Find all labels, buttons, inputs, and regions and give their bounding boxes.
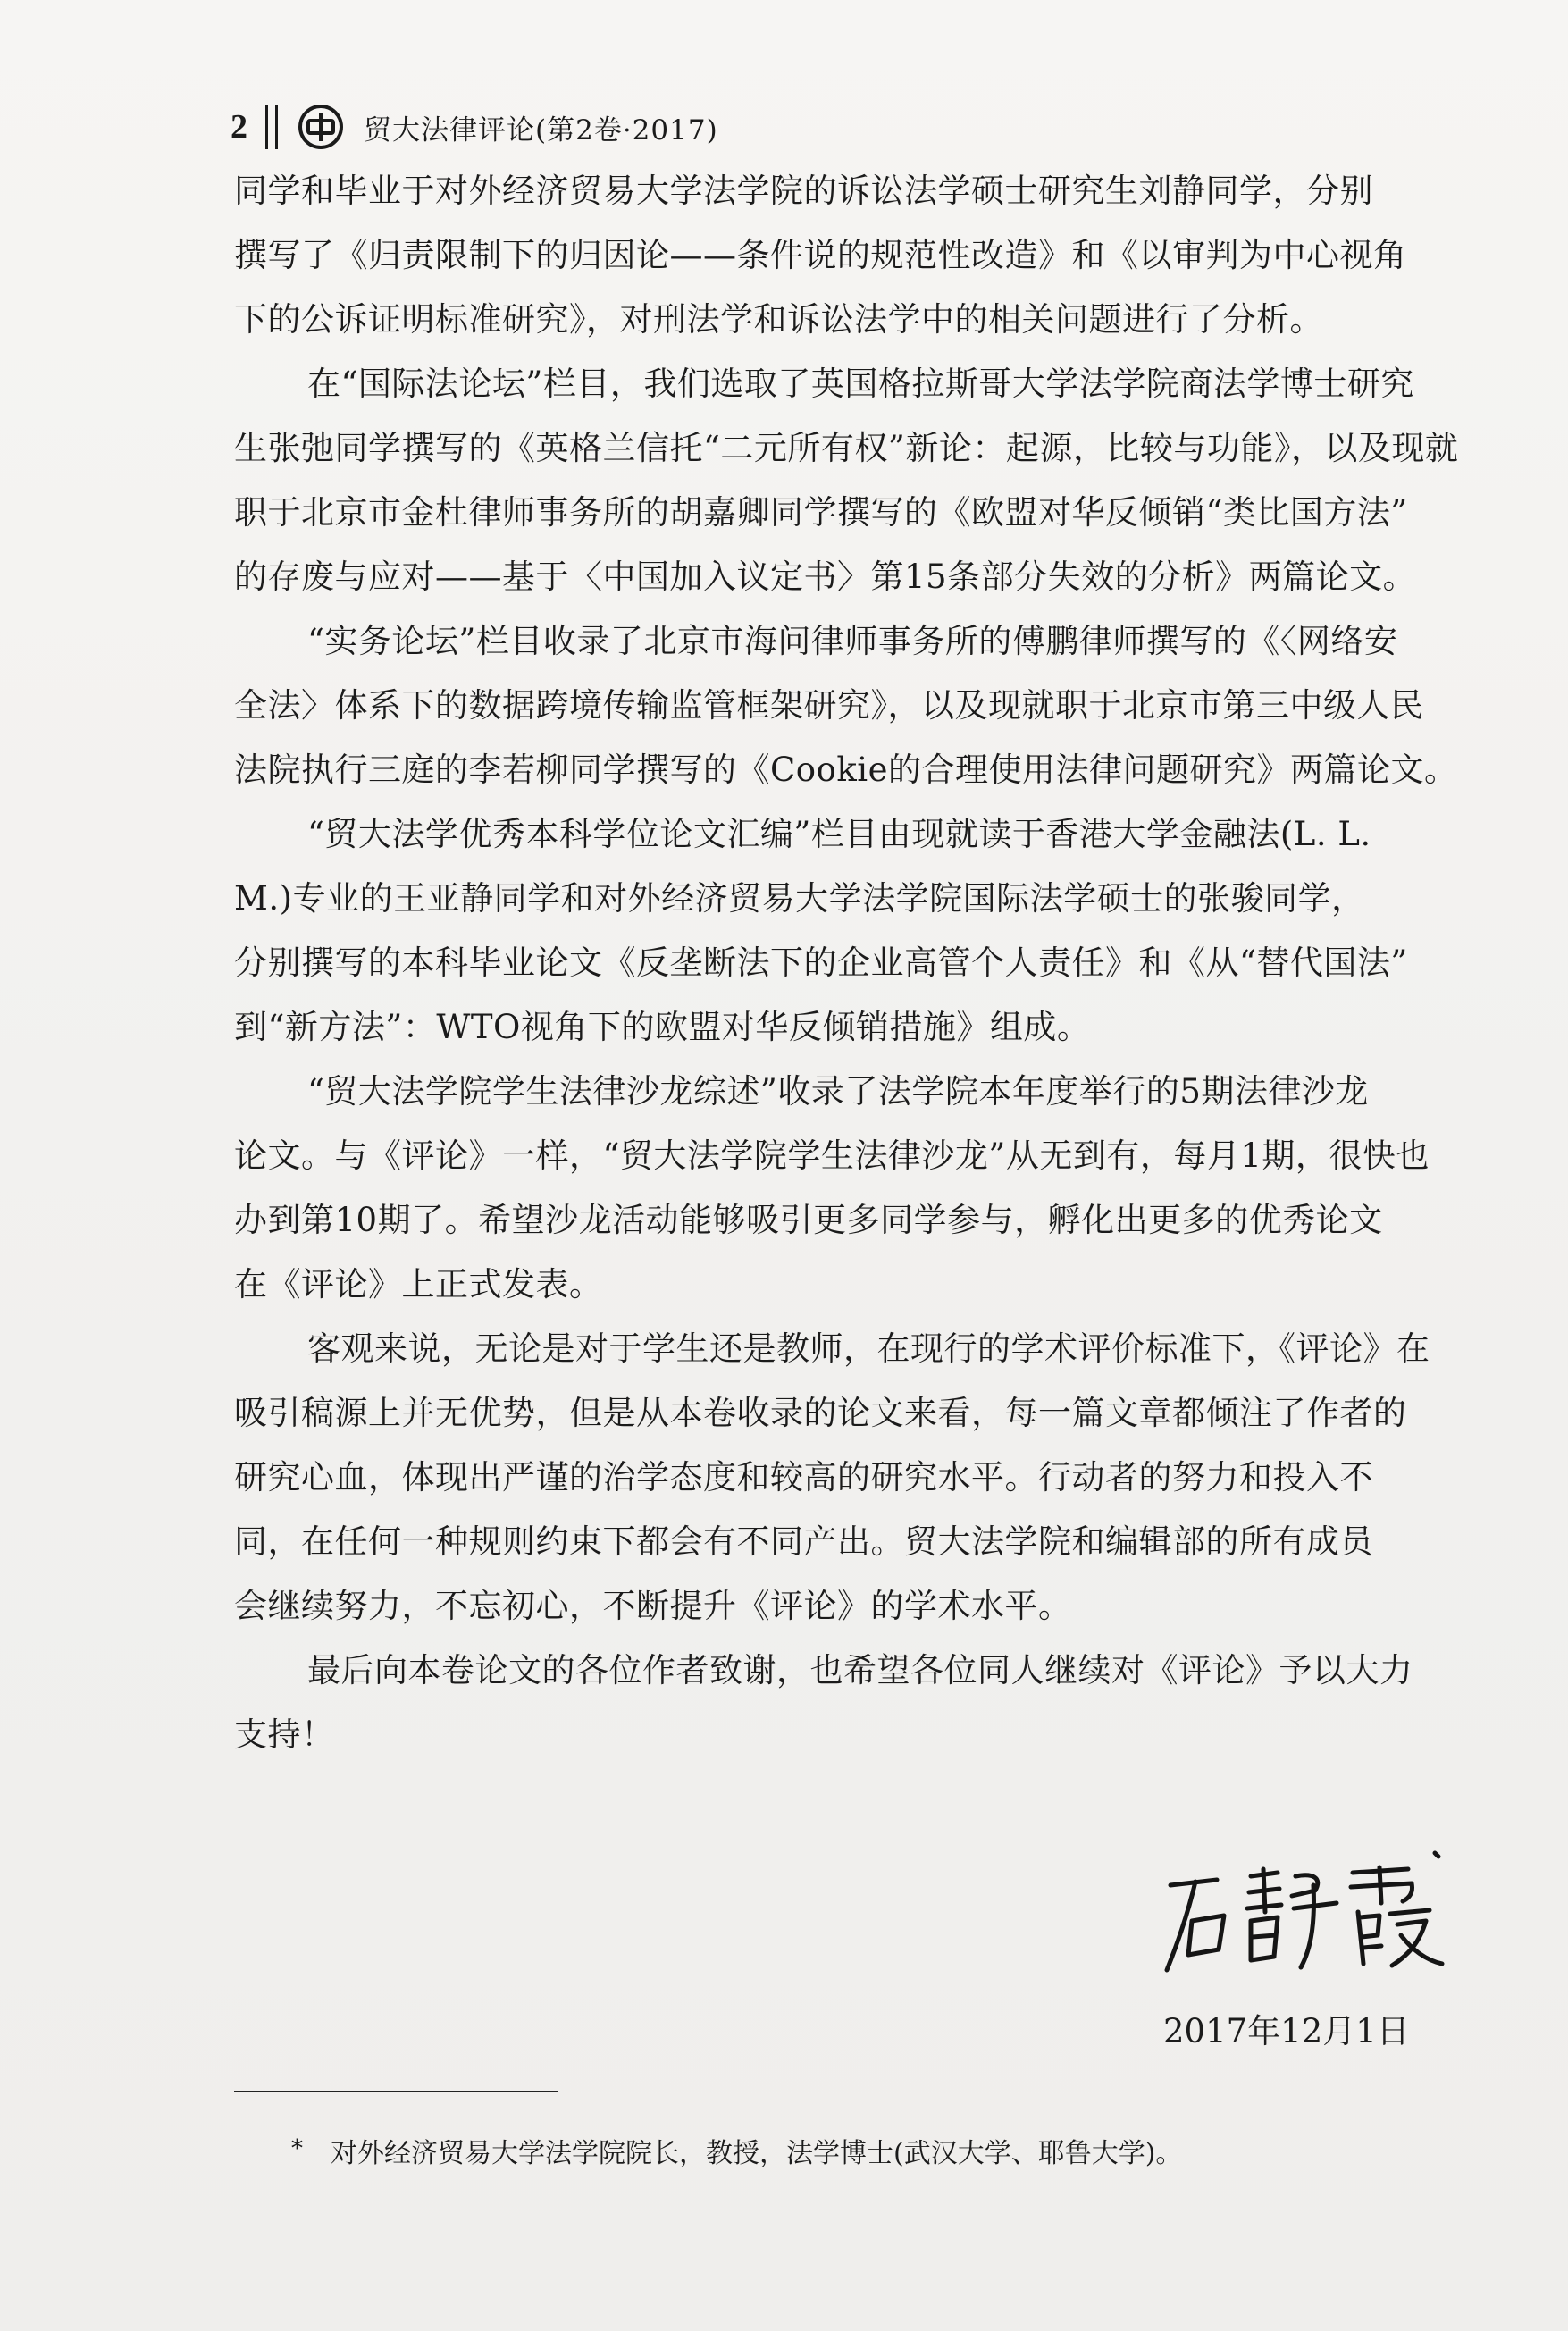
body-line: 最后向本卷论文的各位作者致谢，也希望各位同人继续对《评论》予以大力 <box>307 1651 1413 1690</box>
body-line: 论文。与《评论》一样，“贸大法学院学生法律沙龙”从无到有，每月1期，很快也 <box>234 1136 1430 1175</box>
footnote-mark: * <box>291 2135 303 2162</box>
body-line: 下的公诉证明标准研究》，对刑法学和诉讼法学中的相关问题进行了分析。 <box>234 300 1323 339</box>
body-line: M.)专业的王亚静同学和对外经济贸易大学法学院国际法学硕士的张骏同学， <box>234 879 1365 918</box>
body-line: 客观来说，无论是对于学生还是教师，在现行的学术评价标准下，《评论》在 <box>307 1329 1430 1368</box>
body-line: 法院执行三庭的李若柳同学撰写的《Cookie的合理使用法律问题研究》两篇论文。 <box>234 750 1458 789</box>
signature-date: 2017年12月1日 <box>1163 2012 1410 2050</box>
body-line: 到“新方法”：WTO视角下的欧盟对华反倾销措施》组成。 <box>234 1008 1091 1046</box>
header-double-rule <box>265 105 278 149</box>
body-line: 同，在任何一种规则约束下都会有不同产出。贸大法学院和编辑部的所有成员 <box>234 1522 1373 1561</box>
body-line: 生张弛同学撰写的《英格兰信托“二元所有权”新论：起源，比较与功能》，以及现就 <box>234 429 1459 467</box>
body-line: 职于北京市金杜律师事务所的胡嘉卿同学撰写的《欧盟对华反倾销“类比国方法” <box>234 493 1408 532</box>
body-line: 撰写了《归责限制下的归因论——条件说的规范性改造》和《以审判为中心视角 <box>234 236 1407 274</box>
running-header <box>231 100 718 154</box>
body-line: 同学和毕业于对外经济贸易大学法学院的诉讼法学硕士研究生刘静同学，分别 <box>234 172 1373 210</box>
footnote-text: 对外经济贸易大学法学院院长，教授，法学博士(武汉大学、耶鲁大学)。 <box>331 2138 1183 2169</box>
body-line: 支持！ <box>234 1715 335 1754</box>
body-line: 研究心血，体现出严谨的治学态度和较高的研究水平。行动者的努力和投入不 <box>234 1458 1373 1497</box>
page-number: 2 <box>231 108 247 146</box>
body-line: 的存废与应对——基于〈中国加入议定书〉第15条部分失效的分析》两篇论文。 <box>234 558 1417 596</box>
body-line: 分别撰写的本科毕业论文《反垄断法下的企业高管个人责任》和《从“替代国法” <box>234 943 1408 982</box>
footnote-rule <box>234 2091 558 2092</box>
body-line: 吸引稿源上并无优势，但是从本卷收录的论文来看，每一篇文章都倾注了作者的 <box>234 1394 1407 1432</box>
body-line: 会继续努力，不忘初心，不断提升《评论》的学术水平。 <box>234 1587 1072 1625</box>
body-line: 办到第10期了。希望沙龙活动能够吸引更多同学参与，孵化出更多的优秀论文 <box>234 1201 1383 1239</box>
body-line: 在《评论》上正式发表。 <box>234 1265 603 1304</box>
journal-logo-icon <box>298 104 344 150</box>
body-line: “贸大法学院学生法律沙龙综述”收录了法学院本年度举行的5期法律沙龙 <box>307 1072 1369 1111</box>
body-line: “贸大法学优秀本科学位论文汇编”栏目由现就读于香港大学金融法(L. L. <box>307 815 1371 853</box>
journal-title: 贸大法律评论(第2卷·2017) <box>364 113 718 147</box>
body-line: 全法〉体系下的数据跨境传输监管框架研究》，以及现就职于北京市第三中级人民 <box>234 686 1424 725</box>
body-line: “实务论坛”栏目收录了北京市海问律师事务所的傅鹏律师撰写的《〈网络安 <box>307 622 1398 660</box>
body-line: 在“国际法论坛”栏目，我们选取了英国格拉斯哥大学法学院商法学博士研究 <box>307 365 1414 403</box>
body-text <box>234 159 1512 1767</box>
handwritten-signature <box>1161 1849 1447 2001</box>
